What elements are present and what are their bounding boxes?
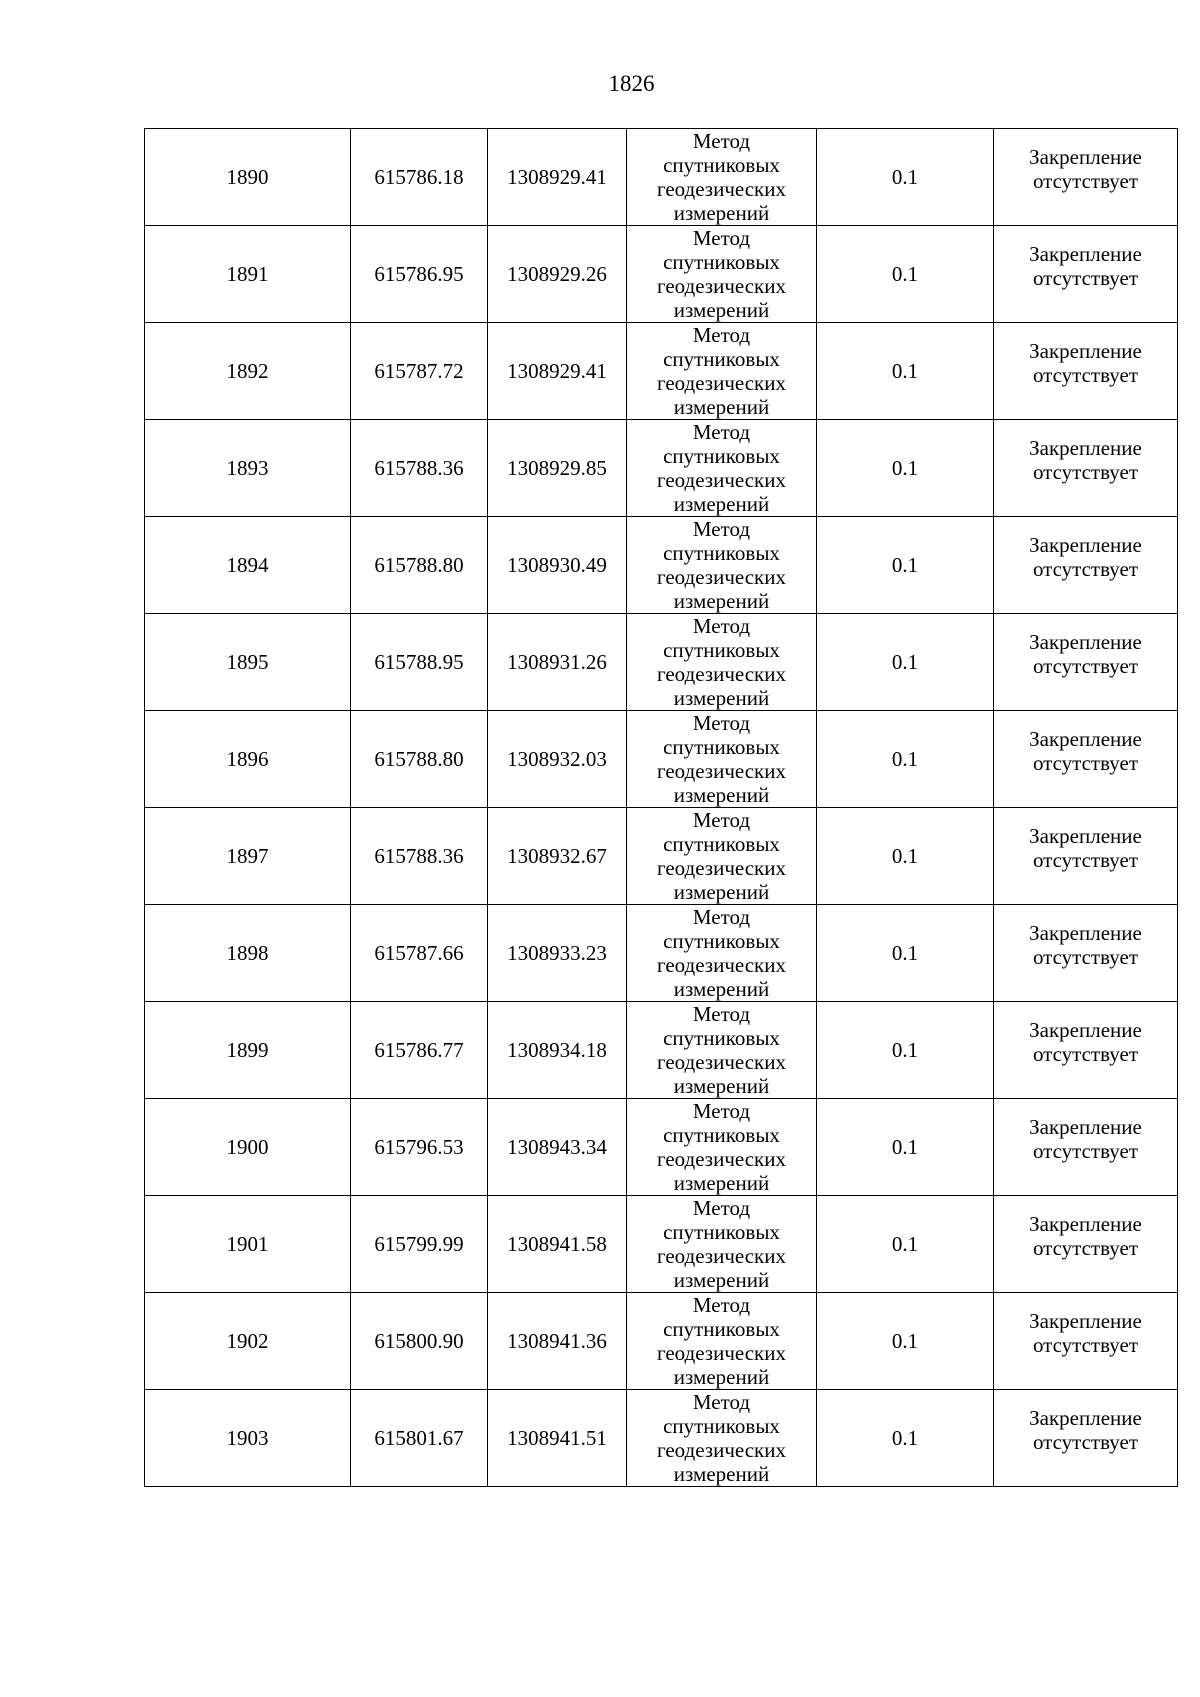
x-coordinate: 615786.95 xyxy=(374,262,464,286)
method-text-line: Метод xyxy=(692,1002,751,1026)
fixing-text xyxy=(1029,339,1142,387)
method-text-line: Метод xyxy=(692,905,751,929)
method-text-line: Метод xyxy=(692,323,751,347)
table-row xyxy=(145,1293,1178,1390)
method-text-line: геодезических xyxy=(656,177,786,201)
accuracy-cell xyxy=(817,129,994,226)
fixing-text-line: Закрепление xyxy=(1029,824,1142,848)
method-text-line: Метод xyxy=(692,129,751,153)
x-coordinate-cell xyxy=(351,226,488,323)
y-coordinate: 1308932.03 xyxy=(507,747,607,771)
fixing-text xyxy=(1029,1406,1142,1454)
point-number: 1900 xyxy=(226,1135,269,1159)
x-coordinate: 615801.67 xyxy=(374,1426,464,1450)
fixing-text-line: отсутствует xyxy=(1032,1042,1139,1066)
table-row xyxy=(145,226,1178,323)
x-coordinate: 615788.36 xyxy=(374,844,464,868)
fixing-text xyxy=(1029,1212,1142,1260)
x-coordinate-cell xyxy=(351,1002,488,1099)
accuracy-cell xyxy=(817,420,994,517)
x-coordinate: 615796.53 xyxy=(374,1135,464,1159)
method-text-line: измерений xyxy=(673,1074,770,1098)
method-text-line: измерений xyxy=(673,977,770,1001)
point-number-cell xyxy=(145,1099,351,1196)
fixing-text xyxy=(1029,630,1142,678)
y-coordinate-cell xyxy=(488,1002,627,1099)
method-text-line: спутниковых xyxy=(663,735,780,759)
y-coordinate-cell xyxy=(488,1196,627,1293)
point-number-cell xyxy=(145,1002,351,1099)
fixing-text xyxy=(1029,921,1142,969)
accuracy-value: 0.1 xyxy=(891,1329,919,1353)
accuracy-cell xyxy=(817,1099,994,1196)
accuracy-cell xyxy=(817,1390,994,1487)
point-number-cell xyxy=(145,1293,351,1390)
fixing-text-line: отсутствует xyxy=(1032,1430,1139,1454)
y-coordinate: 1308941.36 xyxy=(507,1329,607,1353)
accuracy-value: 0.1 xyxy=(891,650,919,674)
method-text-line: спутниковых xyxy=(663,1317,780,1341)
accuracy-cell xyxy=(817,226,994,323)
x-coordinate: 615788.80 xyxy=(374,747,464,771)
y-coordinate-cell xyxy=(488,323,627,420)
method-text-line: измерений xyxy=(673,492,770,516)
accuracy-cell xyxy=(817,1293,994,1390)
accuracy-cell xyxy=(817,1002,994,1099)
fixing-cell xyxy=(994,905,1178,1002)
table-row xyxy=(145,323,1178,420)
fixing-text xyxy=(1029,1115,1142,1163)
x-coordinate-cell xyxy=(351,129,488,226)
fixing-text xyxy=(1029,727,1142,775)
point-number: 1903 xyxy=(226,1426,269,1450)
point-number: 1901 xyxy=(226,1232,269,1256)
method-text-line: измерений xyxy=(673,1365,770,1389)
point-number-cell xyxy=(145,905,351,1002)
table-body xyxy=(145,129,1178,1487)
point-number-cell xyxy=(145,420,351,517)
table-row xyxy=(145,905,1178,1002)
x-coordinate-cell xyxy=(351,517,488,614)
method-cell xyxy=(627,808,817,905)
method-cell xyxy=(627,1002,817,1099)
fixing-cell xyxy=(994,323,1178,420)
method-text-line: измерений xyxy=(673,880,770,904)
method-text-line: Метод xyxy=(692,1390,751,1414)
table-row xyxy=(145,1002,1178,1099)
method-text-line: Метод xyxy=(692,614,751,638)
fixing-text xyxy=(1029,242,1142,290)
y-coordinate-cell xyxy=(488,808,627,905)
x-coordinate-cell xyxy=(351,1293,488,1390)
accuracy-value: 0.1 xyxy=(891,359,919,383)
method-cell xyxy=(627,323,817,420)
fixing-text xyxy=(1029,824,1142,872)
accuracy-cell xyxy=(817,517,994,614)
fixing-text-line: Закрепление xyxy=(1029,1018,1142,1042)
fixing-text-line: Закрепление xyxy=(1029,436,1142,460)
method-text-line: спутниковых xyxy=(663,1026,780,1050)
x-coordinate-cell xyxy=(351,1099,488,1196)
method-cell xyxy=(627,1099,817,1196)
fixing-cell xyxy=(994,226,1178,323)
fixing-cell xyxy=(994,129,1178,226)
method-text-line: измерений xyxy=(673,395,770,419)
point-number-cell xyxy=(145,808,351,905)
method-text-line: спутниковых xyxy=(663,929,780,953)
accuracy-value: 0.1 xyxy=(891,1232,919,1256)
y-coordinate-cell xyxy=(488,129,627,226)
accuracy-value: 0.1 xyxy=(891,1038,919,1062)
method-text-line: геодезических xyxy=(656,1147,786,1171)
method-text-line: спутниковых xyxy=(663,638,780,662)
x-coordinate: 615799.99 xyxy=(374,1232,464,1256)
method-text-line: Метод xyxy=(692,517,751,541)
fixing-text xyxy=(1029,1018,1142,1066)
fixing-text-line: отсутствует xyxy=(1032,751,1139,775)
method-text-line: спутниковых xyxy=(663,347,780,371)
method-text-line: геодезических xyxy=(656,1341,786,1365)
method-text-line: Метод xyxy=(692,226,751,250)
fixing-text-line: отсутствует xyxy=(1032,1139,1139,1163)
y-coordinate-cell xyxy=(488,711,627,808)
method-text-line: геодезических xyxy=(656,468,786,492)
accuracy-cell xyxy=(817,614,994,711)
accuracy-value: 0.1 xyxy=(891,456,919,480)
accuracy-cell xyxy=(817,808,994,905)
method-text-line: измерений xyxy=(673,1462,770,1486)
method-text-line: геодезических xyxy=(656,953,786,977)
x-coordinate: 615788.95 xyxy=(374,650,464,674)
y-coordinate-cell xyxy=(488,905,627,1002)
method-text-line: спутниковых xyxy=(663,832,780,856)
fixing-text-line: отсутствует xyxy=(1032,557,1139,581)
table-row xyxy=(145,517,1178,614)
fixing-text-line: Закрепление xyxy=(1029,533,1142,557)
x-coordinate-cell xyxy=(351,808,488,905)
point-number: 1899 xyxy=(226,1038,269,1062)
point-number: 1892 xyxy=(226,359,269,383)
y-coordinate: 1308929.41 xyxy=(507,359,607,383)
method-cell xyxy=(627,1293,817,1390)
fixing-text-line: отсутствует xyxy=(1032,654,1139,678)
method-text-line: измерений xyxy=(673,783,770,807)
accuracy-value: 0.1 xyxy=(891,165,919,189)
accuracy-value: 0.1 xyxy=(891,553,919,577)
y-coordinate: 1308932.67 xyxy=(507,844,607,868)
x-coordinate-cell xyxy=(351,614,488,711)
method-cell xyxy=(627,711,817,808)
method-text-line: Метод xyxy=(692,1293,751,1317)
fixing-text-line: Закрепление xyxy=(1029,1406,1142,1430)
y-coordinate-cell xyxy=(488,614,627,711)
method-text-line: геодезических xyxy=(656,759,786,783)
table-row xyxy=(145,1390,1178,1487)
fixing-text xyxy=(1029,533,1142,581)
point-number-cell xyxy=(145,614,351,711)
y-coordinate: 1308941.51 xyxy=(507,1426,607,1450)
point-number: 1891 xyxy=(226,262,269,286)
fixing-cell xyxy=(994,1099,1178,1196)
method-text-line: измерений xyxy=(673,1171,770,1195)
method-text-line: геодезических xyxy=(656,1050,786,1074)
x-coordinate-cell xyxy=(351,420,488,517)
fixing-text-line: отсутствует xyxy=(1032,363,1139,387)
method-text-line: спутниковых xyxy=(663,1123,780,1147)
x-coordinate: 615788.36 xyxy=(374,456,464,480)
fixing-cell xyxy=(994,1196,1178,1293)
accuracy-cell xyxy=(817,905,994,1002)
y-coordinate: 1308943.34 xyxy=(507,1135,607,1159)
x-coordinate: 615788.80 xyxy=(374,553,464,577)
fixing-text-line: Закрепление xyxy=(1029,630,1142,654)
table-row xyxy=(145,1099,1178,1196)
method-text-line: геодезических xyxy=(656,1438,786,1462)
point-number: 1895 xyxy=(226,650,269,674)
fixing-text-line: отсутствует xyxy=(1032,945,1139,969)
method-text-line: геодезических xyxy=(656,371,786,395)
point-number-cell xyxy=(145,1390,351,1487)
y-coordinate: 1308929.41 xyxy=(507,165,607,189)
y-coordinate: 1308929.26 xyxy=(507,262,607,286)
y-coordinate: 1308941.58 xyxy=(507,1232,607,1256)
accuracy-cell xyxy=(817,711,994,808)
table-row xyxy=(145,614,1178,711)
fixing-cell xyxy=(994,1390,1178,1487)
method-text-line: Метод xyxy=(692,711,751,735)
method-text-line: измерений xyxy=(673,686,770,710)
y-coordinate: 1308933.23 xyxy=(507,941,607,965)
accuracy-value: 0.1 xyxy=(891,747,919,771)
fixing-cell xyxy=(994,517,1178,614)
method-text-line: геодезических xyxy=(656,274,786,298)
method-text-line: геодезических xyxy=(656,1244,786,1268)
fixing-text-line: Закрепление xyxy=(1029,1212,1142,1236)
fixing-cell xyxy=(994,420,1178,517)
x-coordinate-cell xyxy=(351,323,488,420)
method-text-line: геодезических xyxy=(656,565,786,589)
method-cell xyxy=(627,614,817,711)
coordinates-table xyxy=(144,128,1178,1487)
table-row xyxy=(145,1196,1178,1293)
page-number: 1826 xyxy=(608,71,655,96)
method-text-line: спутниковых xyxy=(663,1414,780,1438)
method-text-line: спутниковых xyxy=(663,444,780,468)
method-text-line: спутниковых xyxy=(663,541,780,565)
fixing-text-line: отсутствует xyxy=(1032,848,1139,872)
method-cell xyxy=(627,905,817,1002)
fixing-text-line: отсутствует xyxy=(1032,460,1139,484)
method-text-line: геодезических xyxy=(656,856,786,880)
accuracy-value: 0.1 xyxy=(891,941,919,965)
method-text-line: измерений xyxy=(673,1268,770,1292)
method-text-line: Метод xyxy=(692,1196,751,1220)
accuracy-cell xyxy=(817,1196,994,1293)
point-number-cell xyxy=(145,129,351,226)
method-text-line: спутниковых xyxy=(663,153,780,177)
method-text-line: Метод xyxy=(692,1099,751,1123)
fixing-text-line: отсутствует xyxy=(1032,1236,1139,1260)
point-number: 1890 xyxy=(226,165,269,189)
fixing-text-line: Закрепление xyxy=(1029,921,1142,945)
fixing-text-line: Закрепление xyxy=(1029,1309,1142,1333)
accuracy-value: 0.1 xyxy=(891,262,919,286)
table-row xyxy=(145,808,1178,905)
fixing-text-line: Закрепление xyxy=(1029,145,1142,169)
accuracy-value: 0.1 xyxy=(891,1135,919,1159)
y-coordinate: 1308930.49 xyxy=(507,553,607,577)
method-text-line: измерений xyxy=(673,201,770,225)
method-text-line: спутниковых xyxy=(663,1220,780,1244)
x-coordinate-cell xyxy=(351,1196,488,1293)
method-cell xyxy=(627,1196,817,1293)
point-number: 1894 xyxy=(226,553,269,577)
method-text-line: Метод xyxy=(692,420,751,444)
point-number: 1897 xyxy=(226,844,269,868)
y-coordinate-cell xyxy=(488,226,627,323)
method-cell xyxy=(627,1390,817,1487)
table-row xyxy=(145,711,1178,808)
y-coordinate-cell xyxy=(488,420,627,517)
accuracy-value: 0.1 xyxy=(891,1426,919,1450)
accuracy-cell xyxy=(817,323,994,420)
x-coordinate: 615787.72 xyxy=(374,359,464,383)
fixing-text-line: отсутствует xyxy=(1032,266,1139,290)
fixing-text-line: Закрепление xyxy=(1029,1115,1142,1139)
fixing-text-line: отсутствует xyxy=(1032,1333,1139,1357)
x-coordinate: 615800.90 xyxy=(374,1329,464,1353)
point-number-cell xyxy=(145,711,351,808)
fixing-text xyxy=(1029,436,1142,484)
method-cell xyxy=(627,517,817,614)
point-number-cell xyxy=(145,323,351,420)
table-row xyxy=(145,420,1178,517)
point-number: 1896 xyxy=(226,747,269,771)
method-cell xyxy=(627,226,817,323)
y-coordinate: 1308929.85 xyxy=(507,456,607,480)
x-coordinate: 615787.66 xyxy=(374,941,464,965)
method-text-line: геодезических xyxy=(656,662,786,686)
y-coordinate-cell xyxy=(488,517,627,614)
x-coordinate-cell xyxy=(351,1390,488,1487)
fixing-cell xyxy=(994,711,1178,808)
point-number: 1902 xyxy=(226,1329,269,1353)
y-coordinate-cell xyxy=(488,1293,627,1390)
method-text-line: спутниковых xyxy=(663,250,780,274)
y-coordinate-cell xyxy=(488,1390,627,1487)
point-number: 1893 xyxy=(226,456,269,480)
x-coordinate: 615786.77 xyxy=(374,1038,464,1062)
fixing-text-line: Закрепление xyxy=(1029,727,1142,751)
x-coordinate: 615786.18 xyxy=(374,165,464,189)
table-row xyxy=(145,129,1178,226)
point-number-cell xyxy=(145,1196,351,1293)
y-coordinate: 1308934.18 xyxy=(507,1038,607,1062)
fixing-cell xyxy=(994,808,1178,905)
accuracy-value: 0.1 xyxy=(891,844,919,868)
point-number-cell xyxy=(145,517,351,614)
fixing-cell xyxy=(994,614,1178,711)
point-number-cell xyxy=(145,226,351,323)
method-text-line: измерений xyxy=(673,298,770,322)
method-text-line: Метод xyxy=(692,808,751,832)
fixing-text xyxy=(1029,145,1142,193)
fixing-cell xyxy=(994,1002,1178,1099)
y-coordinate-cell xyxy=(488,1099,627,1196)
fixing-text xyxy=(1029,1309,1142,1357)
fixing-text-line: Закрепление xyxy=(1029,339,1142,363)
x-coordinate-cell xyxy=(351,711,488,808)
fixing-text-line: Закрепление xyxy=(1029,242,1142,266)
x-coordinate-cell xyxy=(351,905,488,1002)
y-coordinate: 1308931.26 xyxy=(507,650,607,674)
method-cell xyxy=(627,420,817,517)
fixing-text-line: отсутствует xyxy=(1032,169,1139,193)
point-number: 1898 xyxy=(226,941,269,965)
method-cell xyxy=(627,129,817,226)
fixing-cell xyxy=(994,1293,1178,1390)
method-text-line: измерений xyxy=(673,589,770,613)
